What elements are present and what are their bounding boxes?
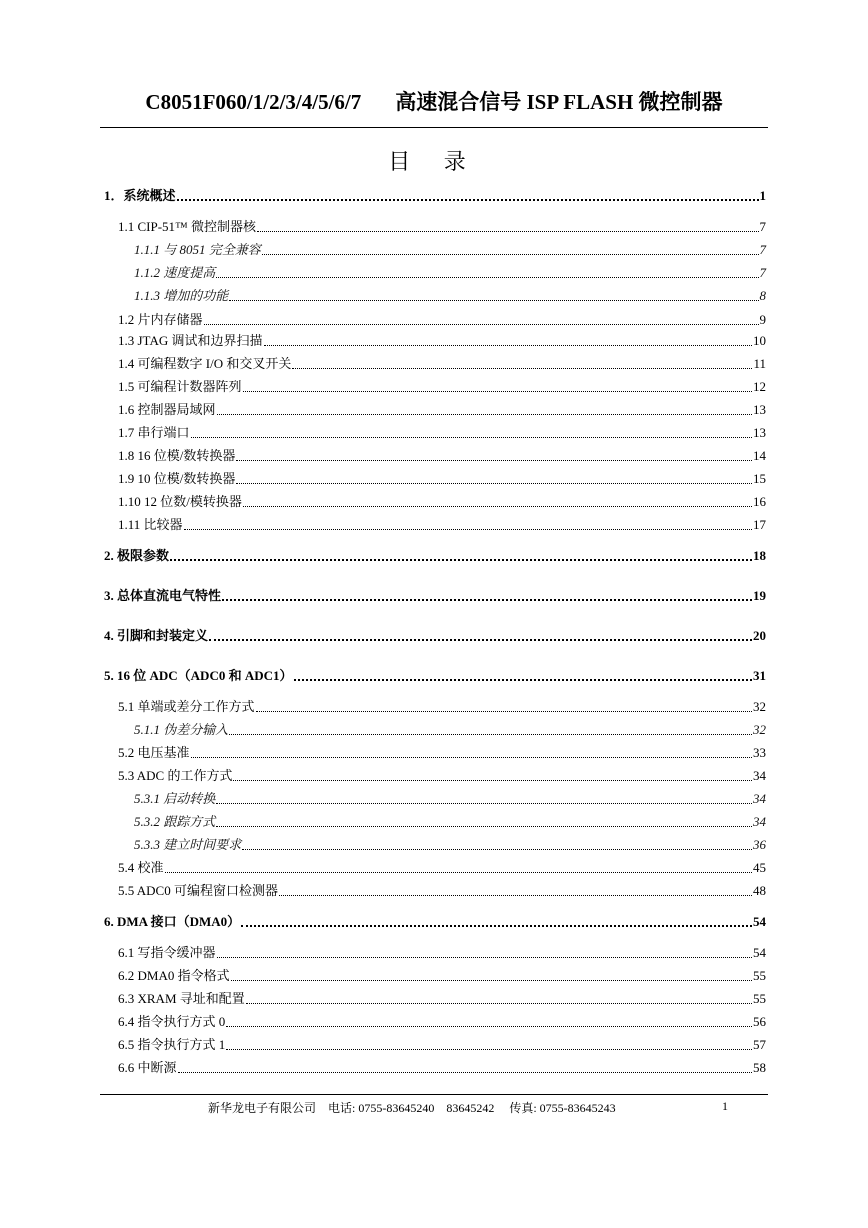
toc-entry[interactable] bbox=[104, 286, 766, 306]
toc-leader-dots bbox=[226, 1026, 752, 1027]
toc-entry-page: 14 bbox=[753, 448, 766, 463]
toc-entry[interactable] bbox=[104, 881, 766, 901]
toc-entry[interactable] bbox=[104, 423, 766, 443]
toc-leader-dots bbox=[165, 872, 752, 873]
toc-entry-label: 6.6 中断源 bbox=[118, 1060, 177, 1075]
toc-entry[interactable] bbox=[104, 446, 766, 466]
toc-entry-label: 6.2 DMA0 指令格式 bbox=[118, 968, 230, 983]
toc-entry-label: 1.6 控制器局域网 bbox=[118, 402, 216, 417]
toc-leader-dots bbox=[216, 277, 758, 278]
toc-entry-label: 6.1 写指令缓冲器 bbox=[118, 945, 216, 960]
toc-entry-page: 48 bbox=[753, 883, 766, 898]
toc-entry[interactable] bbox=[104, 186, 766, 206]
toc-entry-page: 8 bbox=[759, 288, 766, 303]
toc-leader-dots bbox=[236, 460, 752, 461]
toc-entry[interactable] bbox=[104, 812, 766, 832]
toc-entry-page: 13 bbox=[753, 402, 766, 417]
toc-entry[interactable] bbox=[104, 858, 766, 878]
page-header bbox=[100, 86, 768, 128]
header-model: C8051F060/1/2/3/4/5/6/7 bbox=[145, 90, 362, 114]
footer-contact: 新华龙电子有限公司 电话: 0755-83645240 83645242 传真: 0755-83645243 bbox=[208, 1101, 616, 1115]
toc-entry-label: 2. 极限参数 bbox=[104, 548, 170, 563]
toc-entry-page: 11 bbox=[753, 356, 766, 371]
toc-entry[interactable] bbox=[104, 586, 766, 606]
toc-entry[interactable] bbox=[104, 1035, 766, 1055]
toc-leader-dots bbox=[279, 895, 752, 896]
toc-entry-label: 1.5 可编程计数器阵列 bbox=[118, 379, 242, 394]
toc-entry[interactable] bbox=[104, 310, 766, 330]
toc-leader-dots bbox=[256, 711, 752, 712]
toc-leader-dots bbox=[257, 231, 758, 232]
toc-leader-dots bbox=[170, 559, 752, 561]
toc-heading: 目 录 bbox=[388, 149, 480, 174]
toc-entry-page: 31 bbox=[753, 668, 766, 683]
toc-entry-page: 18 bbox=[753, 548, 766, 563]
toc-entry-label: 6.3 XRAM 寻址和配置 bbox=[118, 991, 245, 1006]
toc-entry-page: 54 bbox=[753, 914, 766, 929]
toc-leader-dots bbox=[217, 957, 752, 958]
toc-entry-label: 1.1.2 速度提高 bbox=[134, 265, 216, 280]
toc-leader-dots bbox=[242, 849, 752, 850]
toc-entry-label: 1.1 CIP-51™ 微控制器核 bbox=[118, 219, 257, 234]
toc-entry-page: 7 bbox=[759, 242, 766, 257]
toc-entry-page: 32 bbox=[753, 699, 766, 714]
toc-entry[interactable] bbox=[104, 766, 766, 786]
toc-entry-page: 34 bbox=[753, 768, 766, 783]
toc-leader-dots bbox=[292, 368, 752, 369]
toc-entry-label: 1.1.3 增加的功能 bbox=[134, 288, 229, 303]
toc-entry-label: 5.3 ADC 的工作方式 bbox=[118, 768, 233, 783]
toc-entry[interactable] bbox=[104, 966, 766, 986]
toc-entry[interactable] bbox=[104, 515, 766, 535]
toc-entry-page: 15 bbox=[753, 471, 766, 486]
toc-leader-dots bbox=[184, 529, 752, 530]
toc-entry[interactable] bbox=[104, 331, 766, 351]
toc-entry[interactable] bbox=[104, 263, 766, 283]
toc-leader-dots bbox=[229, 734, 752, 735]
toc-leader-dots bbox=[217, 414, 752, 415]
toc-entry-label: 1．系统概述 bbox=[104, 188, 176, 203]
toc-entry-page: 34 bbox=[753, 814, 766, 829]
toc-leader-dots bbox=[191, 757, 752, 758]
toc-entry-page: 36 bbox=[753, 837, 766, 852]
toc-entry-label: 5.5 ADC0 可编程窗口检测器 bbox=[118, 883, 278, 898]
toc-entry-label: 1.10 12 位数/模转换器 bbox=[118, 494, 242, 509]
page-footer bbox=[100, 1094, 768, 1135]
toc-leader-dots bbox=[209, 639, 752, 641]
toc-leader-dots bbox=[264, 345, 753, 346]
toc-entry-label: 5.3.3 建立时间要求 bbox=[134, 837, 242, 852]
toc-entry[interactable] bbox=[104, 1058, 766, 1078]
toc-leader-dots bbox=[226, 1049, 752, 1050]
toc-entry-label: 5.4 校准 bbox=[118, 860, 164, 875]
toc-entry-page: 58 bbox=[753, 1060, 766, 1075]
toc-entry-page: 20 bbox=[753, 628, 766, 643]
toc-entry-page: 56 bbox=[753, 1014, 766, 1029]
toc-entry-label: 1.2 片内存储器 bbox=[118, 312, 203, 327]
toc-entry-label: 1.11 比较器 bbox=[118, 517, 183, 532]
toc-entry[interactable] bbox=[104, 720, 766, 740]
toc-entry-label: 5.3.2 跟踪方式 bbox=[134, 814, 216, 829]
toc-entry-page: 57 bbox=[753, 1037, 766, 1052]
header-title bbox=[100, 86, 768, 116]
toc-entry-page: 33 bbox=[753, 745, 766, 760]
toc-leader-dots bbox=[246, 1003, 752, 1004]
toc-entry-label: 1.9 10 位模/数转换器 bbox=[118, 471, 236, 486]
toc-entry-page: 9 bbox=[759, 312, 766, 327]
toc-leader-dots bbox=[241, 925, 752, 927]
toc-entry-page: 19 bbox=[753, 588, 766, 603]
toc-entry-page: 16 bbox=[753, 494, 766, 509]
toc-entry[interactable] bbox=[104, 354, 766, 374]
toc-entry-page: 34 bbox=[753, 791, 766, 806]
toc-entry[interactable] bbox=[104, 743, 766, 763]
toc-leader-dots bbox=[229, 300, 758, 301]
toc-entry[interactable] bbox=[104, 546, 766, 566]
toc-entry[interactable] bbox=[104, 666, 766, 686]
toc-leader-dots bbox=[231, 980, 752, 981]
toc-entry-page: 55 bbox=[753, 968, 766, 983]
toc-entry-page: 12 bbox=[753, 379, 766, 394]
toc-leader-dots bbox=[178, 1072, 752, 1073]
toc-entry-label: 5.2 电压基准 bbox=[118, 745, 190, 760]
toc-entry[interactable] bbox=[104, 492, 766, 512]
toc-leader-dots bbox=[216, 803, 752, 804]
header-product-title: 高速混合信号 ISP FLASH 微控制器 bbox=[395, 90, 723, 114]
toc-entry-page: 32 bbox=[753, 722, 766, 737]
toc-leader-dots bbox=[294, 679, 753, 681]
toc-entry-label: 6. DMA 接口（DMA0） bbox=[104, 914, 241, 929]
toc-entry-label: 5. 16 位 ADC（ADC0 和 ADC1） bbox=[104, 668, 293, 683]
toc-entry-page: 17 bbox=[753, 517, 766, 532]
toc-entry-page: 1 bbox=[759, 188, 766, 203]
toc-entry-label: 6.4 指令执行方式 0 bbox=[118, 1014, 226, 1029]
toc-entry[interactable] bbox=[104, 1012, 766, 1032]
toc-entry-label: 5.1.1 伪差分输入 bbox=[134, 722, 229, 737]
toc-entry-label: 1.7 串行端口 bbox=[118, 425, 190, 440]
toc-entry-label: 1.1.1 与 8051 完全兼容 bbox=[134, 242, 261, 257]
toc-leader-dots bbox=[177, 199, 759, 201]
toc-entry-label: 1.3 JTAG 调试和边界扫描 bbox=[118, 333, 263, 348]
toc-entry-page: 45 bbox=[753, 860, 766, 875]
toc-entry-page: 13 bbox=[753, 425, 766, 440]
footer-page-number: 1 bbox=[722, 1099, 728, 1113]
toc-entry[interactable] bbox=[104, 835, 766, 855]
toc-entry-label: 5.3.1 启动转换 bbox=[134, 791, 216, 806]
toc-entry[interactable] bbox=[104, 912, 766, 932]
toc-entry[interactable] bbox=[104, 469, 766, 489]
toc-entry[interactable] bbox=[104, 697, 766, 717]
toc-leader-dots bbox=[191, 437, 752, 438]
toc-leader-dots bbox=[216, 826, 752, 827]
toc-entry-label: 1.8 16 位模/数转换器 bbox=[118, 448, 236, 463]
toc-entry[interactable] bbox=[104, 217, 766, 237]
toc-entry-label: 5.1 单端或差分工作方式 bbox=[118, 699, 255, 714]
toc-leader-dots bbox=[243, 506, 752, 507]
toc-entry-page: 7 bbox=[759, 265, 766, 280]
toc-leader-dots bbox=[204, 324, 759, 325]
toc-entry-page: 55 bbox=[753, 991, 766, 1006]
toc-leader-dots bbox=[233, 780, 752, 781]
toc-entry[interactable] bbox=[104, 989, 766, 1009]
toc-entry-label: 6.5 指令执行方式 1 bbox=[118, 1037, 226, 1052]
toc-leader-dots bbox=[262, 254, 759, 255]
toc-entry[interactable] bbox=[104, 400, 766, 420]
toc-leader-dots bbox=[222, 599, 752, 601]
toc-entry-label: 4. 引脚和封装定义 bbox=[104, 628, 209, 643]
toc-entry[interactable] bbox=[104, 789, 766, 809]
toc-entry[interactable] bbox=[104, 626, 766, 646]
toc-entry-page: 54 bbox=[753, 945, 766, 960]
toc-leader-dots bbox=[236, 483, 752, 484]
toc-entry[interactable] bbox=[104, 240, 766, 260]
toc-entry-page: 10 bbox=[753, 333, 766, 348]
toc-entry-page: 7 bbox=[759, 219, 766, 234]
toc-leader-dots bbox=[243, 391, 752, 392]
toc-entry-label: 3. 总体直流电气特性 bbox=[104, 588, 222, 603]
toc-entry-label: 1.4 可编程数字 I/O 和交叉开关 bbox=[118, 356, 292, 371]
toc-entry[interactable] bbox=[104, 377, 766, 397]
toc-entry[interactable] bbox=[104, 943, 766, 963]
